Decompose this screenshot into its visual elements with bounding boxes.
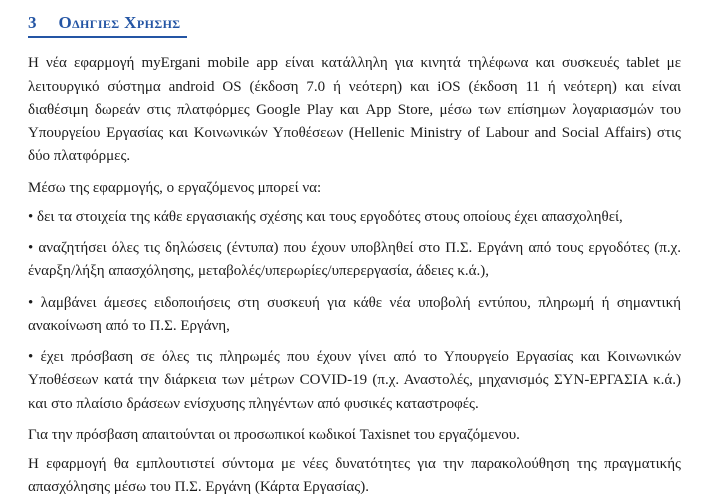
bullet-item: • λαμβάνει άμεσες ειδοποιήσεις στη συσκευή για κάθε νέα υποβολή εντύπου, πληρωμή ή σημαντική ανακοίνωση από το Π.Σ. Εργάνη, bbox=[28, 294, 681, 334]
bullet-item: • έχει πρόσβαση σε όλες τις πληρωμές που έχουν γίνει από το Υπουργείο Εργασίας και Κοινωνικών Υποθέσεων κατά την διάρκεια των μέτρων COVID-19 (π.χ. Αναστολές, μηχανισμός ΣΥΝ-ΕΡΓΑΣΙΑ κ.ά.) και στο πλαίσιο δράσεων ενίσχυσης πληγέντων από φυσικές καταστροφές. bbox=[28, 349, 681, 412]
paragraph-intro: Η νέα εφαρμογή myErgani mobile app είναι κατάλληλη για κινητά τηλέφωνα και συσκευές tablet με λειτουργικό σύστημα android OS (έκδοση 7.0 ή νεότερη) και iOS (έκδοση 11 ή νεότερη) και είναι διαθέσιμη δωρεάν στις πλατφόρμες Google Play και App Store, μέσω των επίσημων λογαριασμών του Υπουργείου Εργασίας και Κοινωνικών Υποθέσεων (Hellenic Ministry of Labour and Social Affairs) στις δύο πλατφόρμες. bbox=[28, 55, 681, 165]
bullet-item: • αναζητήσει όλες τις δηλώσεις (έντυπα) που έχουν υποβληθεί στο Π.Σ. Εργάνη από τους εργοδότες (π.χ. έναρξη/λήξη απασχόλησης, μεταβολές/υπερωρίες/υπερεργασία, άδειες κ.ά.), bbox=[28, 240, 681, 280]
section-number: 3 bbox=[28, 13, 37, 32]
bullet-item: • δει τα στοιχεία της κάθε εργασιακής σχέσης και τους εργοδότες στους οποίους έχει απασχοληθεί, bbox=[28, 208, 623, 225]
paragraph-lead-in: Μέσω της εφαρμογής, ο εργαζόμενος μπορεί να: bbox=[28, 179, 322, 196]
section-body bbox=[28, 52, 681, 499]
paragraph-taxisnet: Για την πρόσβαση απαιτούνται οι προσωπικοί κωδικοί Taxisnet του εργαζόμενου. bbox=[28, 426, 520, 443]
section-title: Οδηγιες Χρησης bbox=[58, 13, 181, 32]
paragraph-closing: Η εφαρμογή θα εμπλουτιστεί σύντομα με νέες δυνατότητες για την παρακολούθηση της πραγματικής απασχόλησης μέσω του Π.Σ. Εργάνη (Κάρτα Εργασίας). bbox=[28, 456, 681, 496]
section-heading bbox=[28, 10, 187, 38]
